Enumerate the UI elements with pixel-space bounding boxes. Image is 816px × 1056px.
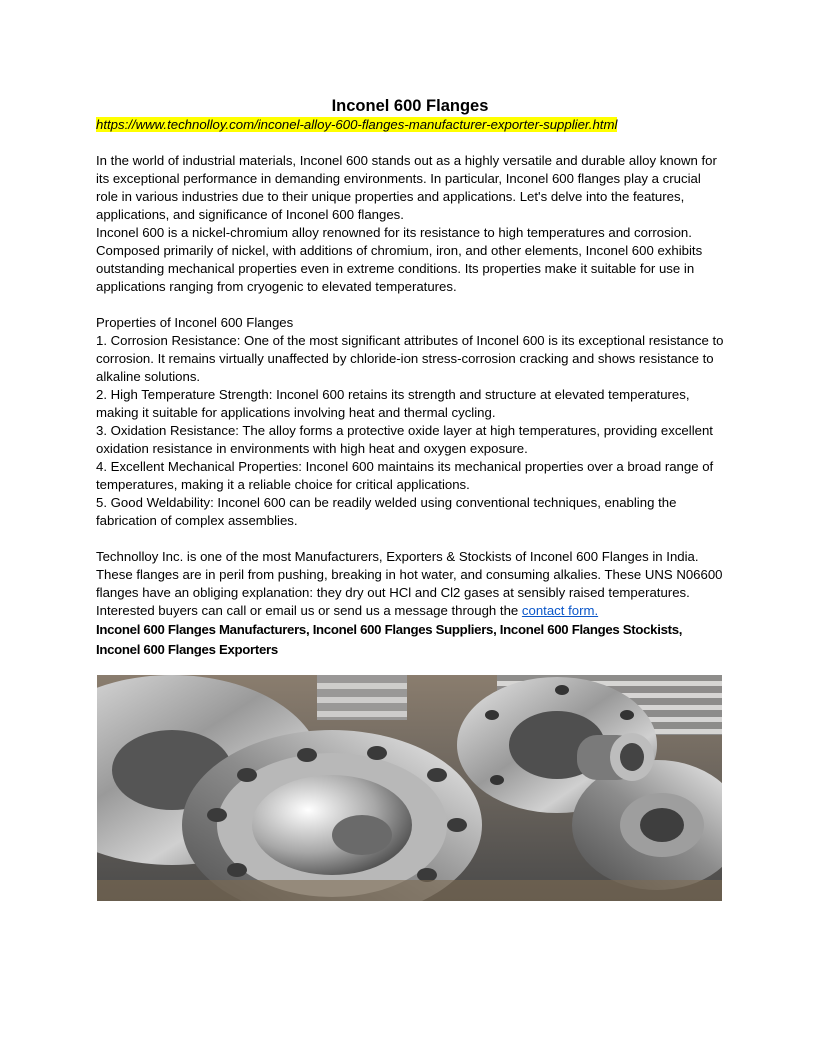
property-item-1: 1. Corrosion Resistance: One of the most significant attributes of Inconel 600 is its exceptional resistance to corrosion. It remains virtually unaffected by chloride-ion stress-corrosion cracking and shows resistance to alkaline solutions. [96, 333, 724, 384]
closing-paragraph [96, 548, 724, 620]
source-url-text[interactable]: https://www.technolloy.com/inconel-alloy-600-flanges-manufacturer-exporter-supplier.html [96, 117, 618, 132]
page-title: Inconel 600 Flanges [331, 97, 489, 115]
intro-paragraph-1: In the world of industrial materials, Inconel 600 stands out as a highly versatile and durable alloy known for its exceptional performance in demanding environments. In particular, Inconel 600 flanges play a crucial role in various industries due to their unique properties and applications. Let's delve into the features, applications, and significance of Inconel 600 flanges. [96, 153, 717, 222]
properties-heading: Properties of Inconel 600 Flanges [96, 315, 294, 330]
flanges-photo-illustration [97, 675, 722, 901]
contact-form-link[interactable]: contact form. [521, 603, 599, 618]
intro-paragraph-2: Inconel 600 is a nickel-chromium alloy renowned for its resistance to high temperatures and corrosion. Composed primarily of nickel, with additions of chromium, iron, and other elements, Inconel 600 exhibits outstanding mechanical properties even in extreme conditions. Its properties make it suitable for use in applications ranging from cryogenic to elevated temperatures. [96, 225, 703, 294]
property-item-5: 5. Good Weldability: Inconel 600 can be readily welded using conventional techniques, enabling the fabrication of complex assemblies. [96, 495, 677, 528]
property-item-2: 2. High Temperature Strength: Inconel 600 retains its strength and structure at elevated temperatures, making it suitable for applications involving heat and thermal cycling. [96, 387, 690, 420]
property-item-4: 4. Excellent Mechanical Properties: Inconel 600 maintains its mechanical properties over a broad range of temperatures, making it a reliable choice for critical applications. [96, 459, 714, 492]
spacer [96, 530, 724, 548]
source-url[interactable] [96, 116, 724, 134]
spacer [96, 134, 724, 152]
keywords-line: Inconel 600 Flanges Manufacturers, Inconel 600 Flanges Suppliers, Inconel 600 Flanges Stockists, Inconel 600 Flanges Exporters [96, 622, 683, 657]
flanges-photo [97, 675, 722, 901]
document-page [96, 96, 724, 660]
spacer [96, 296, 724, 314]
closing-paragraph-text: Technolloy Inc. is one of the most Manufacturers, Exporters & Stockists of Inconel 600 Flanges in India. These flanges are in peril from pushing, breaking in hot water, and consuming alkalies. These UNS N06600 flanges have an obliging explanation: they dry out HCl and Cl2 gases at sensibly raised temperatures. Interested buyers can call or email us or send us a message through the [96, 549, 723, 618]
property-item-3: 3. Oxidation Resistance: The alloy forms a protective oxide layer at high temperatures, providing excellent oxidation resistance in environments with high heat and oxygen exposure. [96, 423, 713, 456]
